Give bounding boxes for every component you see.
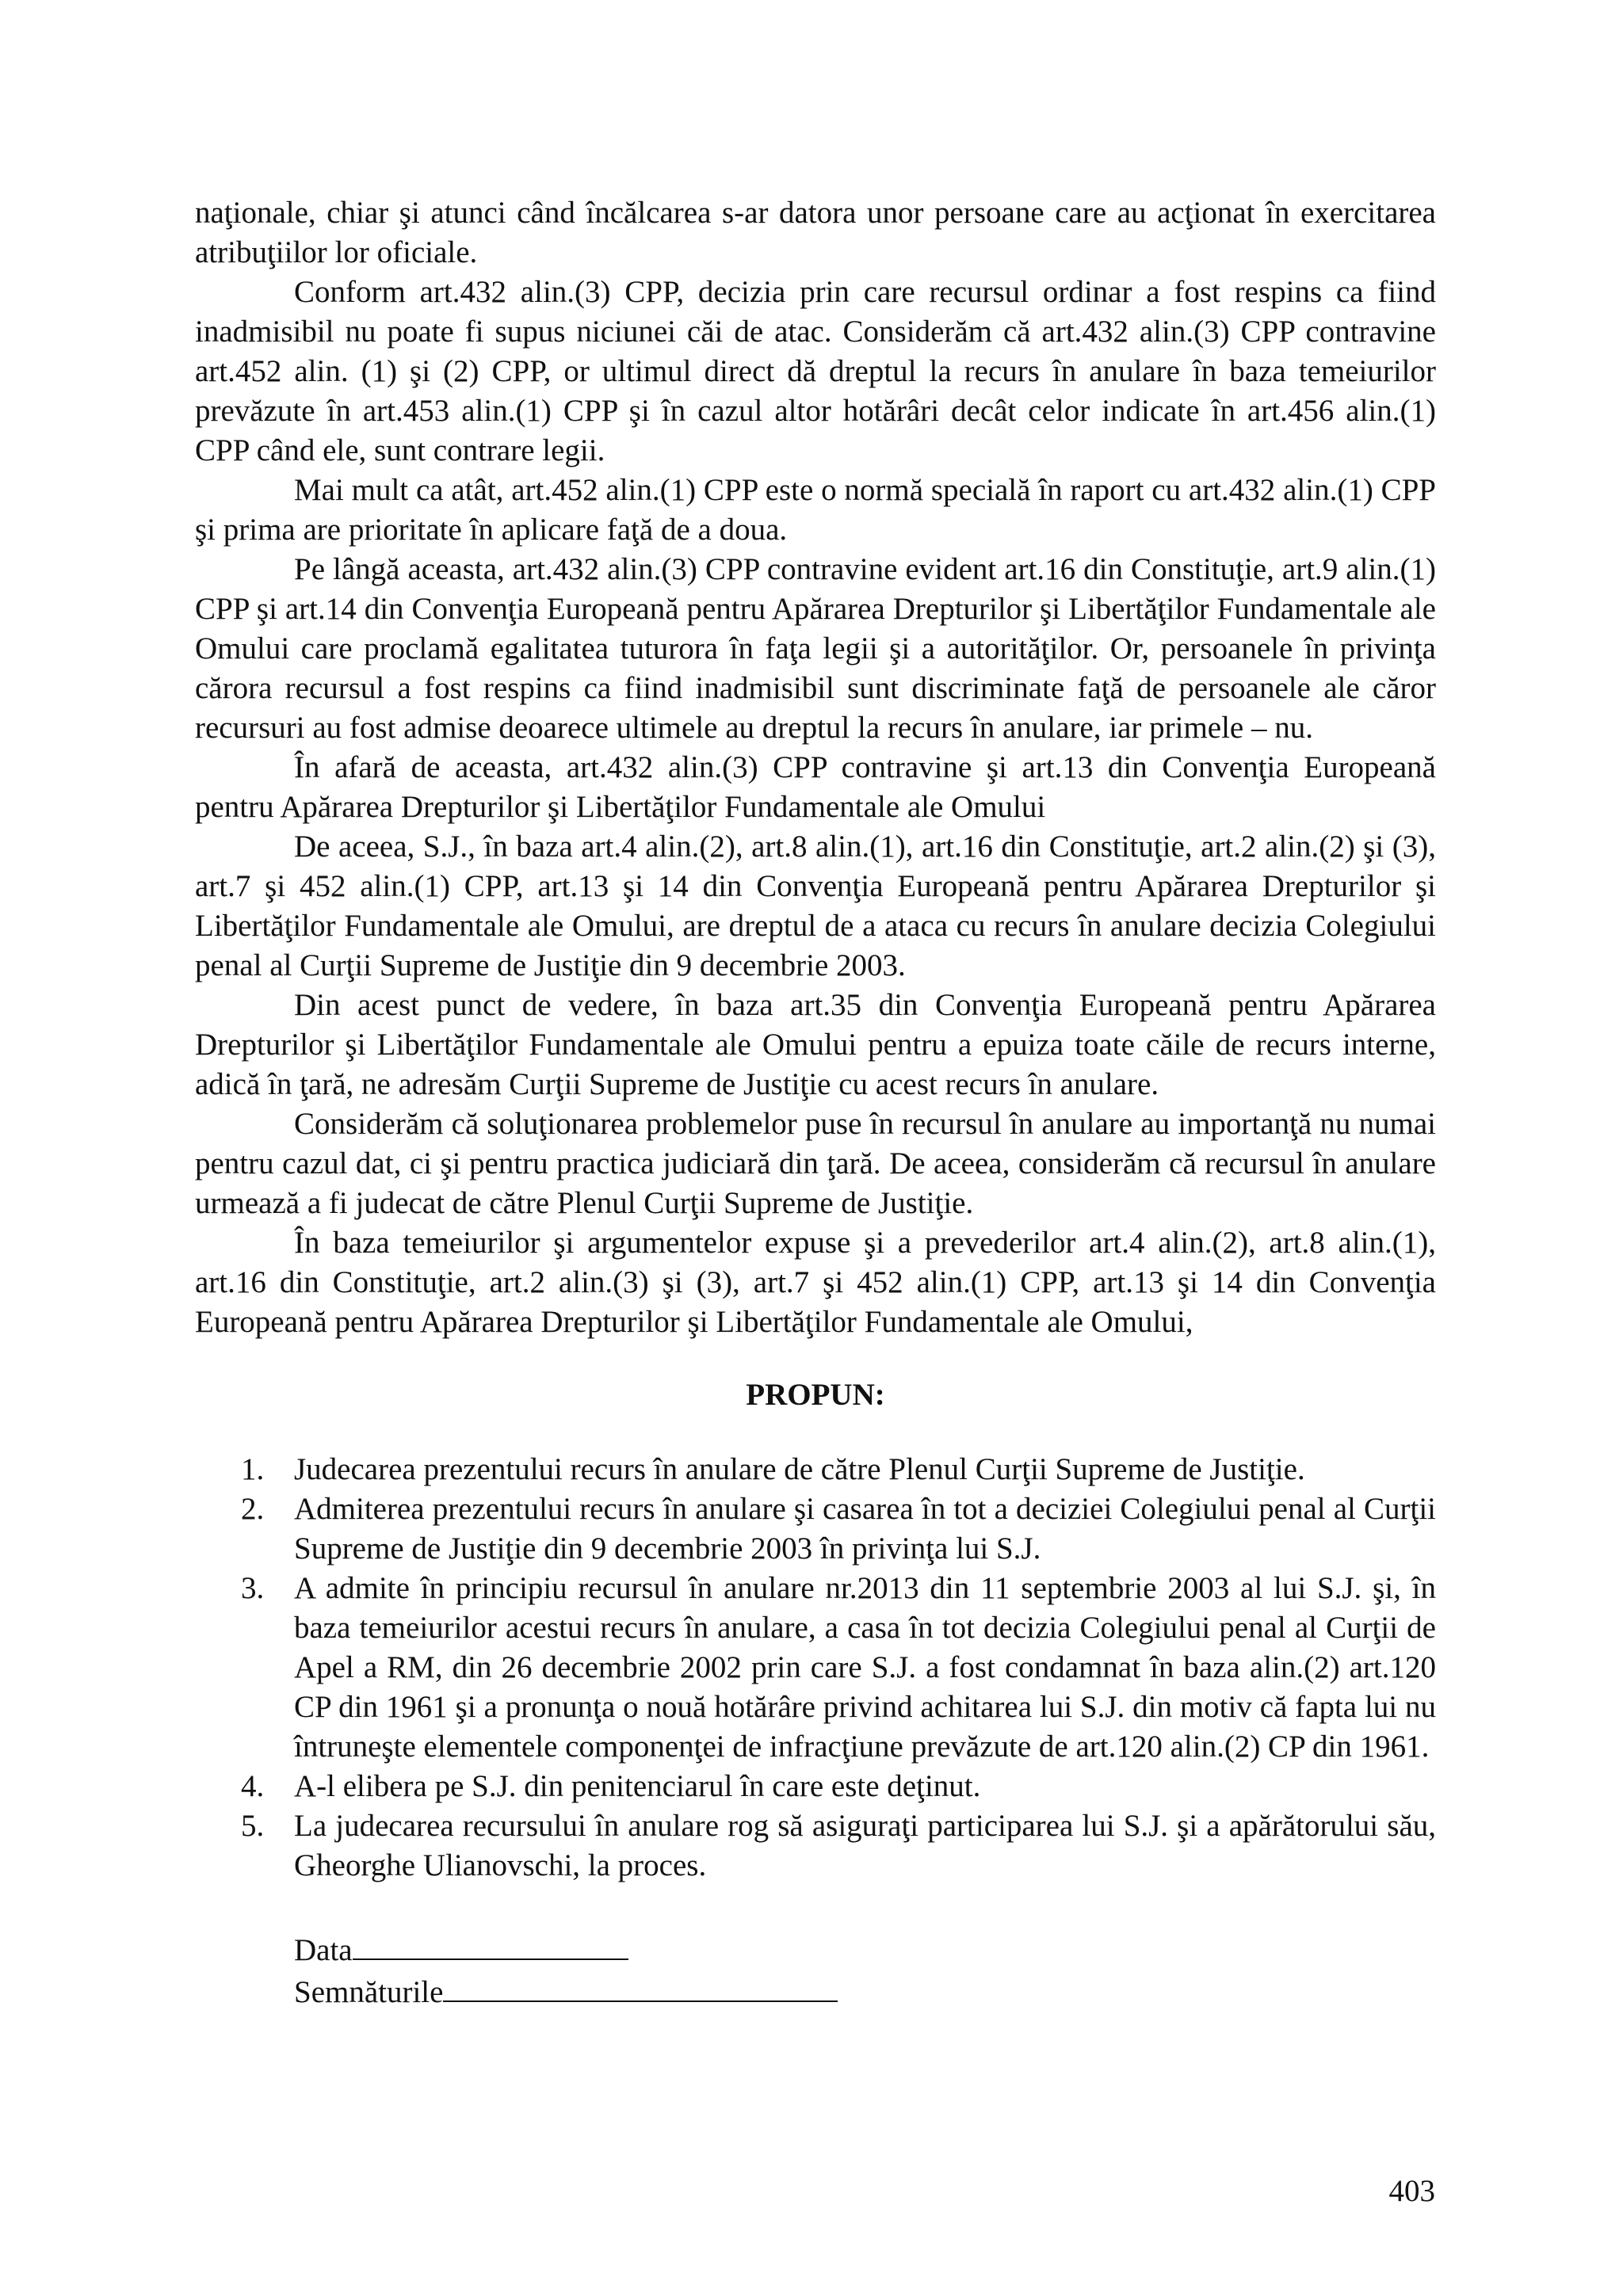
proposal-list [195,1450,1436,1886]
paragraph: De aceea, S.J., în baza art.4 alin.(2), art.8 alin.(1), art.16 din Constituţie, art.2 alin.(2) şi (3), art.7 şi 452 alin.(1) CPP, art.13 şi 14 din Convenţia Europeană pentru Apărarea Drepturilor şi Libertăţilor Fundamentale ale Omului, are dreptul de a ataca cu recurs în anulare decizia Colegiului penal al Curţii Supreme de Justiţie din 9 decembrie 2003. [195,830,1436,982]
section-heading: PROPUN: [746,1378,885,1412]
signatures-line [294,1970,1436,2012]
paragraph: Conform art.432 alin.(3) CPP, decizia prin care recursul ordinar a fost respins ca fiind inadmisibil nu poate fi supus niciunei căi de atac. Considerăm că art.432 alin.(3) CPP contravine art.452 alin. (1) şi (2) CPP, or ultimul direct dă dreptul la recurs în anulare în baza temeiurilor prevăzute în art.453 alin.(1) CPP şi în cazul altor hotărâri decât celor indicate în art.456 alin.(1) CPP când ele, sunt contrare legii. [195,275,1436,467]
paragraph-continuation: naţionale, chiar şi atunci când încălcarea s-ar datora unor persoane care au acţionat în exercitarea atribuţiilor lor oficiale. [195,196,1436,269]
list-number: 2. [241,1492,265,1526]
date-line [294,1928,1436,1970]
paragraph: Din acest punct de vedere, în baza art.35 din Convenţia Europeană pentru Apărarea Drepturilor şi Libertăţilor Fundamentale ale Omului pentru a epuiza toate căile de recurs interne, adică în ţară, ne adresăm Curţii Supreme de Justiţie cu acest recurs în anulare. [195,988,1436,1101]
signatures-label: Semnăturile [294,1975,444,2009]
list-number: 1. [241,1452,265,1486]
list-item-text: A-l elibera pe S.J. din penitenciarul în care este deţinut. [294,1769,981,1803]
paragraph: În baza temeiurilor şi argumentelor expuse şi a prevederilor art.4 alin.(2), art.8 alin.(1), art.16 din Constituţie, art.2 alin.(3) şi (3), art.7 şi 452 alin.(1) CPP, art.13 şi 14 din Convenţia Europeană pentru Apărarea Drepturilor şi Libertăţilor Fundamentale ale Omului, [195,1226,1436,1339]
list-number: 3. [241,1571,265,1605]
paragraph: Pe lângă aceasta, art.432 alin.(3) CPP contravine evident art.16 din Constituţie, art.9 alin.(1) CPP şi art.14 din Convenţia Europeană pentru Apărarea Drepturilor şi Libertăţilor Fundamentale ale Omului care proclamă egalitatea tuturora în faţa legii şi a autorităţilor. Or, persoanele în privinţa cărora recursul a fost respins ca fiind inadmisibil sunt discriminate faţă de persoanele ale căror recursuri au fost admise deoarece ultimele au dreptul la recurs în anulare, iar primele – nu. [195,552,1436,745]
date-label: Data [294,1933,353,1967]
list-item-text: Judecarea prezentului recurs în anulare de către Plenul Curţii Supreme de Justiţie. [294,1452,1305,1486]
paragraph: În afară de aceasta, art.432 alin.(3) CPP contravine şi art.13 din Convenţia Europeană pentru Apărarea Drepturilor şi Libertăţilor Fundamentale ale Omului [195,750,1436,824]
date-blank [353,1928,628,1960]
paragraph: Considerăm că soluţionarea problemelor puse în recursul în anulare au importanţă nu numai pentru cazul dat, ci şi pentru practica judiciară din ţară. De aceea, considerăm că recursul în anulare urmează a fi judecat de către Plenul Curţii Supreme de Justiţie. [195,1107,1436,1220]
list-item [195,1450,1436,1489]
signature-block [195,1928,1436,2012]
list-item-text: A admite în principiu recursul în anulare nr.2013 din 11 septembrie 2003 al lui S.J. şi, în baza temeiurilor acestui recurs în anulare, a casa în tot decizia Colegiului penal al Curţii de Apel a RM, din 26 decembrie 2002 prin care S.J. a fost condamnat în baza alin.(2) art.120 CP din 1961 şi a pronunţa o nouă hotărâre privind achitarea lui S.J. din motiv că fapta lui nu întruneşte elementele componenţei de infracţiune prevăzute de art.120 alin.(2) CP din 1961. [294,1571,1436,1764]
list-item [195,1569,1436,1767]
list-item [195,1806,1436,1886]
paragraph: Mai mult ca atât, art.452 alin.(1) CPP este o normă specială în raport cu art.432 alin.(1) CPP şi prima are prioritate în aplicare faţă de a doua. [195,473,1436,547]
list-item [195,1767,1436,1806]
list-number: 4. [241,1769,265,1803]
list-item-text: La judecarea recursului în anulare rog să asiguraţi participarea lui S.J. şi a apărătorului său, Gheorghe Ulianovschi, la proces. [294,1809,1436,1882]
signatures-blank [443,1970,838,2002]
document-body [195,193,1436,2012]
list-item-text: Admiterea prezentului recurs în anulare şi casarea în tot a deciziei Colegiului penal al Curţii Supreme de Justiţie din 9 decembrie 2003 în privinţa lui S.J. [294,1492,1436,1566]
page-number: 403 [1388,2174,1435,2208]
list-number: 5. [241,1809,265,1843]
list-item [195,1489,1436,1569]
